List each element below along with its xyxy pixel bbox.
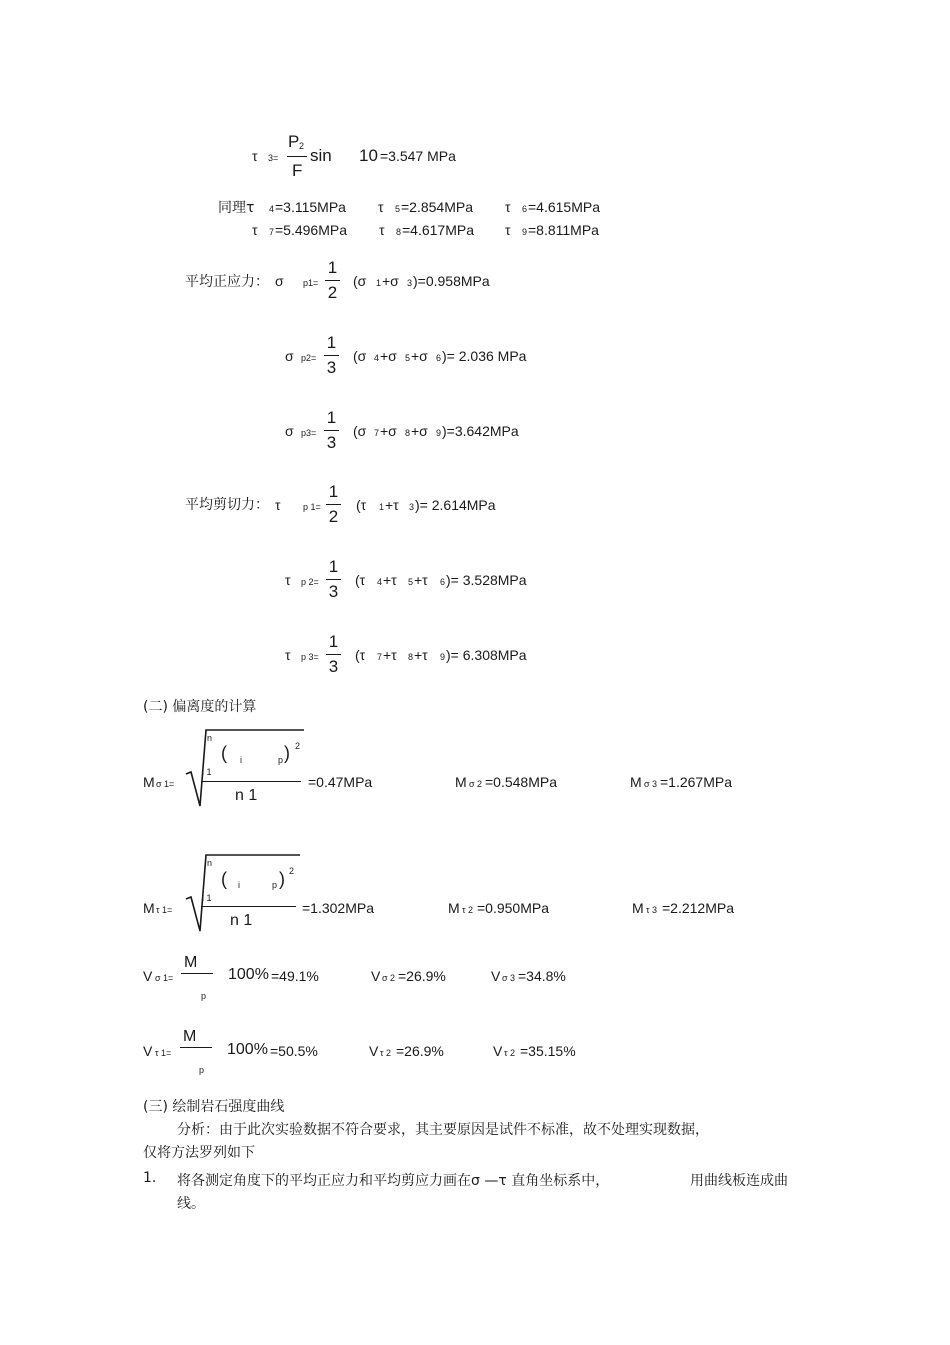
v-tau-1-symbol: V [143, 1043, 153, 1059]
third-fraction: 1 3 [326, 558, 341, 601]
fraction-numerator: P [288, 132, 300, 151]
fraction-bar [181, 973, 213, 974]
sigma-p3-plus2: +σ [411, 423, 428, 439]
tau3-result: =3.547 MPa [380, 148, 456, 164]
v-sigma-3-sub: σ 3 [502, 973, 516, 983]
square-exp: 2 [289, 866, 295, 876]
percent-factor: 100% [227, 1041, 268, 1058]
fraction-denominator: p [201, 991, 207, 1001]
m-sigma-2-sub: σ 2 [469, 779, 483, 789]
tau-p2-e2: 5 [408, 577, 414, 587]
tau-p2-e3: 6 [440, 577, 446, 587]
tau9-value: =8.811MPa [528, 222, 599, 238]
tau5-sub: 5 [395, 204, 401, 214]
m-sigma-1-value: =0.47MPa [308, 774, 373, 790]
tau-p3-open: (τ [355, 647, 366, 663]
m-sigma-1-symbol: M [143, 774, 155, 790]
sum-upper: n [207, 858, 213, 868]
tau5-symbol: τ [378, 199, 384, 215]
v-sigma-3-value: =34.8% [518, 968, 566, 984]
tau-p3-plus1: +τ [383, 647, 397, 663]
v-tau-3-sub: τ 2 [504, 1048, 516, 1058]
v-sigma-2-value: =26.9% [398, 968, 446, 984]
fraction-denominator: F [292, 161, 303, 180]
m-tau-1-sub: τ 1= [156, 905, 173, 915]
tau7-symbol: τ [252, 222, 258, 238]
sigma-p3-e1: 7 [374, 428, 380, 438]
v-sigma-3-symbol: V [491, 968, 501, 984]
tau8-symbol: τ [379, 222, 385, 238]
tau-p3-result: )= 6.308MPa [446, 647, 527, 663]
fraction-numerator: M [184, 954, 198, 971]
fraction-bar [287, 156, 307, 157]
paren-open: ( [221, 743, 227, 763]
analysis-paragraph: 分析：由于此次实验数据不符合要求，其主要原因是试件不标准，故不处理实现数据， [177, 1122, 709, 1138]
v-sigma-2-symbol: V [371, 968, 381, 984]
sigma-p3-e3: 9 [436, 428, 442, 438]
sigma-p1-sub: p1= [303, 278, 319, 288]
sigma-p1-e2: 3 [407, 278, 413, 288]
tau-p1-open: (τ [356, 497, 367, 513]
m-sigma-2-value: =0.548MPa [485, 774, 557, 790]
fraction-bar [201, 781, 301, 782]
v-sigma-1-value: =49.1% [271, 968, 319, 984]
sum-lower: i 1 [202, 893, 212, 903]
v-tau-2-symbol: V [369, 1043, 379, 1059]
sigma-p2-open: (σ [353, 348, 367, 364]
index-p: p [278, 755, 284, 765]
sum-upper: n [207, 733, 213, 743]
list-item-text-cont: 用曲线板连成曲 [690, 1173, 788, 1189]
paren-close: ) [284, 743, 290, 763]
square-exp: 2 [295, 741, 301, 751]
m-sigma-3-symbol: M [630, 774, 642, 790]
m-sigma-3-value: =1.267MPa [660, 774, 732, 790]
sigma-p3-sub: p3= [301, 428, 317, 438]
tau4-value: =3.115MPa [275, 199, 346, 215]
index-p: p [272, 880, 278, 890]
list-item-text: 将各测定角度下的平均正应力和平均剪应力画在σ —τ 直角坐标系中， [177, 1173, 610, 1189]
avg-normal-label: 平均正应力： [185, 274, 269, 290]
tau-p2-open: (τ [355, 572, 366, 588]
tau-p2-sub: p 2= [301, 577, 319, 587]
tau-p2-plus2: +τ [414, 572, 428, 588]
tau-p1-plus: +τ [385, 497, 399, 513]
v-tau-2-sub: τ 2 [380, 1048, 392, 1058]
method-intro: 仅将方法罗列如下 [143, 1145, 255, 1161]
v-sigma-1-sub: σ 1= [155, 973, 174, 983]
angle-value: 10 [359, 146, 378, 165]
list-item-number: 1. [143, 1170, 157, 1186]
tau-symbol: τ [252, 148, 258, 164]
paren-open: ( [221, 869, 227, 889]
m-tau-1-symbol: M [143, 900, 155, 916]
sigma-p2-result: )= 2.036 MPa [442, 348, 527, 364]
tau-p3-symbol: τ [285, 647, 291, 663]
m-sigma-2-symbol: M [455, 774, 467, 790]
tau6-symbol: τ [505, 199, 511, 215]
v-sigma-2-sub: σ 2 [382, 973, 396, 983]
v-tau-1-sub: τ 1= [155, 1048, 172, 1058]
sigma-p2-e3: 6 [436, 353, 442, 363]
index-i: i [240, 755, 242, 765]
sigma-p3-open: (σ [353, 423, 367, 439]
tau-p1-e1: 1 [379, 502, 385, 512]
fraction-denominator: p [199, 1065, 205, 1075]
m-tau-3-sub: τ 3 [646, 905, 658, 915]
sigma-p2-plus2: +σ [411, 348, 428, 364]
sigma-p2-e2: 5 [405, 353, 411, 363]
tau-p1-result: )= 2.614MPa [415, 497, 496, 513]
sigma-p1-e1: 1 [376, 278, 382, 288]
sum-lower: i 1 [202, 767, 212, 777]
sigma-p1-open: (σ [353, 273, 367, 289]
m-tau-3-symbol: M [632, 900, 644, 916]
fraction-numerator-sub: 2 [299, 141, 305, 151]
tau-p1-symbol: τ [275, 497, 281, 513]
m-sigma-3-sub: σ 3 [644, 779, 658, 789]
m-sigma-1-sub: σ 1= [156, 779, 175, 789]
third-fraction: 1 3 [326, 633, 341, 676]
paren-close: ) [279, 869, 285, 889]
v-tau-2-value: =26.9% [396, 1043, 444, 1059]
third-fraction: 1 3 [324, 409, 339, 452]
half-fraction: 1 2 [325, 259, 340, 302]
sigma-p3-result: )=3.642MPa [442, 423, 519, 439]
v-sigma-1-symbol: V [143, 968, 153, 984]
tau-p3-sub: p 3= [301, 652, 319, 662]
sin-function: sin [310, 146, 332, 165]
v-tau-1-value: =50.5% [270, 1043, 318, 1059]
tau5-value: =2.854MPa [401, 199, 473, 215]
tau9-sub: 9 [522, 227, 528, 237]
sigma-p1-symbol: σ [275, 273, 284, 289]
fraction-bar [180, 1047, 212, 1048]
v-tau-3-symbol: V [493, 1043, 503, 1059]
m-tau-1-value: =1.302MPa [302, 900, 374, 916]
tau-p2-result: )= 3.528MPa [446, 572, 527, 588]
tau4-sub: 4 [269, 204, 275, 214]
tau-subscript: 3= [268, 153, 279, 163]
denominator: n 1 [235, 787, 258, 804]
m-tau-2-value: =0.950MPa [477, 900, 549, 916]
section-3-heading: (三) 绘制岩石强度曲线 [143, 1099, 285, 1115]
v-tau-3-value: =35.15% [520, 1043, 576, 1059]
same-rule-label: 同理τ [218, 200, 255, 216]
section-2-heading: (二) 偏离度的计算 [143, 699, 257, 715]
tau6-value: =4.615MPa [528, 199, 600, 215]
m-tau-3-value: =2.212MPa [662, 900, 734, 916]
tau7-sub: 7 [269, 227, 275, 237]
tau-p2-e1: 4 [377, 577, 383, 587]
tau-p3-e2: 8 [408, 652, 414, 662]
sigma-p2-sub: p2= [301, 353, 317, 363]
m-tau-2-symbol: M [448, 900, 460, 916]
tau6-sub: 6 [522, 204, 528, 214]
sigma-p1-plus: +σ [382, 273, 399, 289]
sigma-p3-symbol: σ [285, 423, 294, 439]
m-tau-2-sub: τ 2 [462, 905, 474, 915]
tau7-value: =5.496MPa [275, 222, 347, 238]
tau8-value: =4.617MPa [402, 222, 474, 238]
sigma-p2-e1: 4 [374, 353, 380, 363]
tau-p3-plus2: +τ [414, 647, 428, 663]
sigma-p1-result: )=0.958MPa [413, 273, 490, 289]
tau-p1-sub: p 1= [303, 502, 321, 512]
tau-p1-e2: 3 [409, 502, 415, 512]
sigma-p2-symbol: σ [285, 348, 294, 364]
sigma-p3-e2: 8 [405, 428, 411, 438]
tau9-symbol: τ [505, 222, 511, 238]
sigma-p3-plus1: +σ [380, 423, 397, 439]
sigma-p2-plus1: +σ [380, 348, 397, 364]
avg-shear-label: 平均剪切力： [185, 497, 269, 513]
denominator: n 1 [230, 912, 253, 929]
tau-p2-symbol: τ [285, 572, 291, 588]
index-i: i [238, 880, 240, 890]
third-fraction: 1 3 [324, 334, 339, 377]
half-fraction: 1 2 [326, 483, 341, 526]
list-item-text-end: 线。 [177, 1196, 205, 1212]
tau-p3-e1: 7 [377, 652, 383, 662]
tau-p2-plus1: +τ [383, 572, 397, 588]
percent-factor: 100% [228, 966, 269, 983]
fraction-bar [201, 906, 296, 907]
fraction-numerator: M [183, 1028, 197, 1045]
tau8-sub: 8 [396, 227, 402, 237]
tau-p3-e3: 9 [440, 652, 446, 662]
